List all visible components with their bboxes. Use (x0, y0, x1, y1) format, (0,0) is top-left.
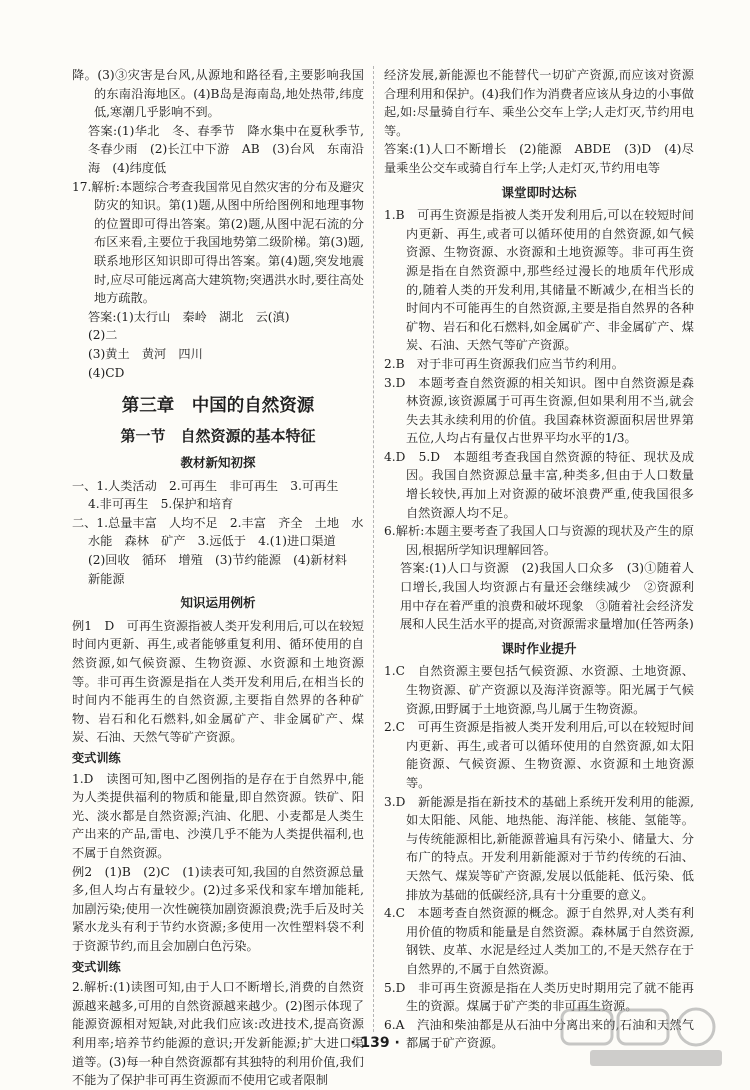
watermark-logo (560, 1006, 730, 1068)
classroom-item-6: 6.解析:本题主要考查了我国人口与资源的现状及产生的原因,根据所学知识理解回答。 (384, 524, 694, 557)
homework-item-4: 4.C 本题考查自然资源的概念。源于自然界,对人类有利用价值的物质和能量是自然资源。森林属于自然资源,钢铁、皮革、水泥是经过人类加工的,不是天然存在于自然界的,不属于自然资源。 (384, 906, 694, 976)
new-knowledge-line-2: 4.非可再生 5.保护和培育 (88, 497, 234, 512)
heading-classroom: 课堂即时达标 (501, 184, 577, 200)
heading-homework: 课时作业提升 (501, 640, 577, 656)
new-knowledge-line-4: 水能 森林 矿产 3.远低于 4.(1)进口渠道 (88, 534, 336, 549)
homework-item-1: 1.C 自然资源主要包括气候资源、水资源、土地资源、生物资源、矿产资源以及海洋资源等。阳光属于气候资源,田野属于土地资源,鸟儿属于生物资源。 (384, 664, 694, 716)
homework-item-6: 6.A 汽油和柴油都是从石油中分离出来的,石油和天然气都属于矿产资源。 (384, 1017, 694, 1051)
variant-2-continuation: 经济发展,新能源也不能替代一切矿产资源,而应该对资源合理利用和保护。(4)我们作为消费者应该从身边的小事做起,如:尽量骑自行车、乘坐公交车上学;人走灯灭,节约用电等。 (384, 68, 694, 138)
q17-answer-line-2: (2)二 (88, 328, 118, 343)
heading-new-knowledge: 教材新知初探 (180, 455, 256, 471)
column-divider (373, 66, 374, 1032)
q17-answer-line-4: (4)CD (88, 365, 125, 380)
homework-item-2: 2.C 可再生资源是指被人类开发利用后,可以在较短时间内更新、再生,或者可以循环使用的自然资源,如太阳能资源、气候资源、生物资源、水资源和土地资源等。 (384, 720, 694, 790)
section-title: 第一节 自然资源的基本特征 (120, 427, 316, 446)
q17-answer-line-3: (3)黄土 黄河 四川 (88, 346, 203, 361)
variant-training-heading-1: 变式训练 (72, 751, 121, 765)
heading-examples: 知识运用例析 (180, 595, 256, 611)
new-knowledge-line-6: 新能源 (88, 571, 125, 586)
page-number: · 139 · (350, 1035, 400, 1051)
homework-item-3: 3.D 新能源是指在新技术的基础上系统开发利用的能源,如太阳能、风能、地热能、海洋能、核能、氢能等。与传统能源相比,新能源普遍具有污染小、储量大、分布广的特点。开发利用新能源对于节约传统的石油、天然气、煤炭等矿产资源,发展以低能耗、低污染、低排放为基础的低碳经济,具有十分重要的意义。 (384, 794, 694, 902)
variant-2: 2.解析:(1)读图可知,由于人口不断增长,消费的自然资源越来越多,可用的自然资源越来越少。(2)图示体现了能源资源相对短缺,对此我们应该:改进技术,提高资源利用率;培养节约能源的意识;开发新能源;扩大进口渠道等。(3)每一种自然资源都有其独特的利用价值,我们不能为了保护非可再生资源而不使用它或者限制 (72, 980, 364, 1088)
new-knowledge-line-5: (2)回收 循环 增殖 (3)节约能源 (4)新材料 (88, 553, 347, 568)
example-2: 例2 (1)B (2)C (1)读表可知,我国的自然资源总量多,但人均占有量较少。(2)过多采伐和家车增加能耗,加剧污染;使用一次性碗筷加剧资源浪费;洗手后及时关紧水龙头有利于节约水资源;多使用一次性塑料袋不利于资源节约,而且会加剧白色污染。 (72, 864, 364, 953)
classroom-item-1: 1.B 可再生资源是指被人类开发利用后,可以在较短时间内更新、再生,或者可以循环使用的自然资源,如气候资源、生物资源、水资源和土地资源等。非可再生资源是指在自然资源中,那些经过漫长的地质年代形成的,随着人类的开发利用,其储量不断减少,在相当长的时间内不可能再生的自然资源,主要是指自然界的各种矿物、岩石和化石燃料,如金属矿产、非金属矿产、煤炭、石油、天然气等矿产资源。 (384, 208, 694, 353)
classroom-item-4: 4.D 5.D 本题组考查我国自然资源的特征、现状及成因。我国自然资源总量丰富,种类多,但由于人口数量增长较快,再加上对资源的破坏浪费严重,使我国很多自然资源人均不足。 (384, 449, 694, 520)
variant-1: 1.D 读图可知,图中乙图例指的是存在于自然界中,能为人类提供福利的物质和能量,即自然资源。铁矿、阳光、淡水都是自然资源;汽油、化肥、小麦都是人类生产出来的产品,雷电、沙漠几乎不能为人类提供福利,也不属于自然资源。 (72, 771, 364, 860)
classroom-item-2: 2.B 对于非可再生资源我们应当节约利用。 (384, 356, 624, 371)
classroom-item-3: 3.D 本题考查自然资源的相关知识。图中自然资源是森林资源,该资源属于可再生资源,但如果利用不当,就会失去其永续利用的价值。我国森林资源面积居世界第五位,人均占有量仅占世界平均水平的1/3。 (384, 375, 694, 446)
left-column (72, 66, 364, 1090)
new-knowledge-line-3: 二、1.总量丰富 人均不足 2.丰富 齐全 土地 水 (72, 515, 364, 530)
chapter-title: 第三章 中国的自然资源 (121, 396, 315, 417)
q17-analysis: 17.解析:本题综合考查我国常见自然灾害的分布及避灾防灾的知识。第(1)题,从图中所给图例和地理事物的位置即可得出答案。第(2)题,从图中泥石流的分布区来看,主要位于我国地势第二级阶梯。第(3)题,联系地形区知识即可得出答案。第(4)题,突发地震时,应尽可能远离高大建筑物;突遇洪水时,要往高处地方疏散。 (72, 179, 364, 306)
prev-q16-answer: 答案:(1)华北 冬、春季节 降水集中在夏秋季节,冬春少雨 (2)长江中下游 AB (3)台风 东南沿海 (4)纬度低 (88, 123, 364, 175)
variant-training-heading-2: 变式训练 (72, 959, 121, 974)
variant-2-answer: 答案:(1)人口不断增长 (2)能源 ABDE (3)D (4)尽量乘坐公交车或骑自行车上学;人走灯灭,节约用电等 (384, 142, 694, 175)
homework-item-5: 5.D 非可再生资源是指在人类历史时期用完了就不能再生的资源。煤属于矿产类的非可再生资源。 (384, 980, 694, 1014)
q17-answer: 答案:(1)太行山 秦岭 湖北 云(滇) (88, 309, 290, 324)
prev-q16-tail: 降。(3)③灾害是台风,从源地和路径看,主要影响我国的东南沿海地区。(4)B岛是海南岛,地处热带,纬度低,寒潮几乎影响不到。 (72, 68, 364, 120)
example-1: 例1 D 可再生资源指被人类开发利用后,可以在较短时间内更新、再生,或者能够重复利用、循环使用的自然资源,如气候资源、生物资源、水资源和土地资源等。非可再生资源是指在人类开发利用后,在相当长的时间内不能再生的自然资源,主要指自然界的各种矿物、岩石和化石燃料,如金属矿产、非金属矿产、煤炭、石油、天然气等矿产资源。 (72, 618, 364, 745)
classroom-item-6-answer: 答案:(1)人口与资源 (2)我国人口众多 (3)①随着人口增长,我国人均资源占有量还会继续减少 ②资源利用中存在着严重的浪费和破坏现象 ③随着社会经济发展和人民生活水平的提高,对资源需求量增加(任答两条) (400, 561, 694, 632)
new-knowledge-line-1: 一、1.人类活动 2.可再生 非可再生 3.可再生 (72, 478, 339, 493)
right-column (384, 66, 694, 1053)
